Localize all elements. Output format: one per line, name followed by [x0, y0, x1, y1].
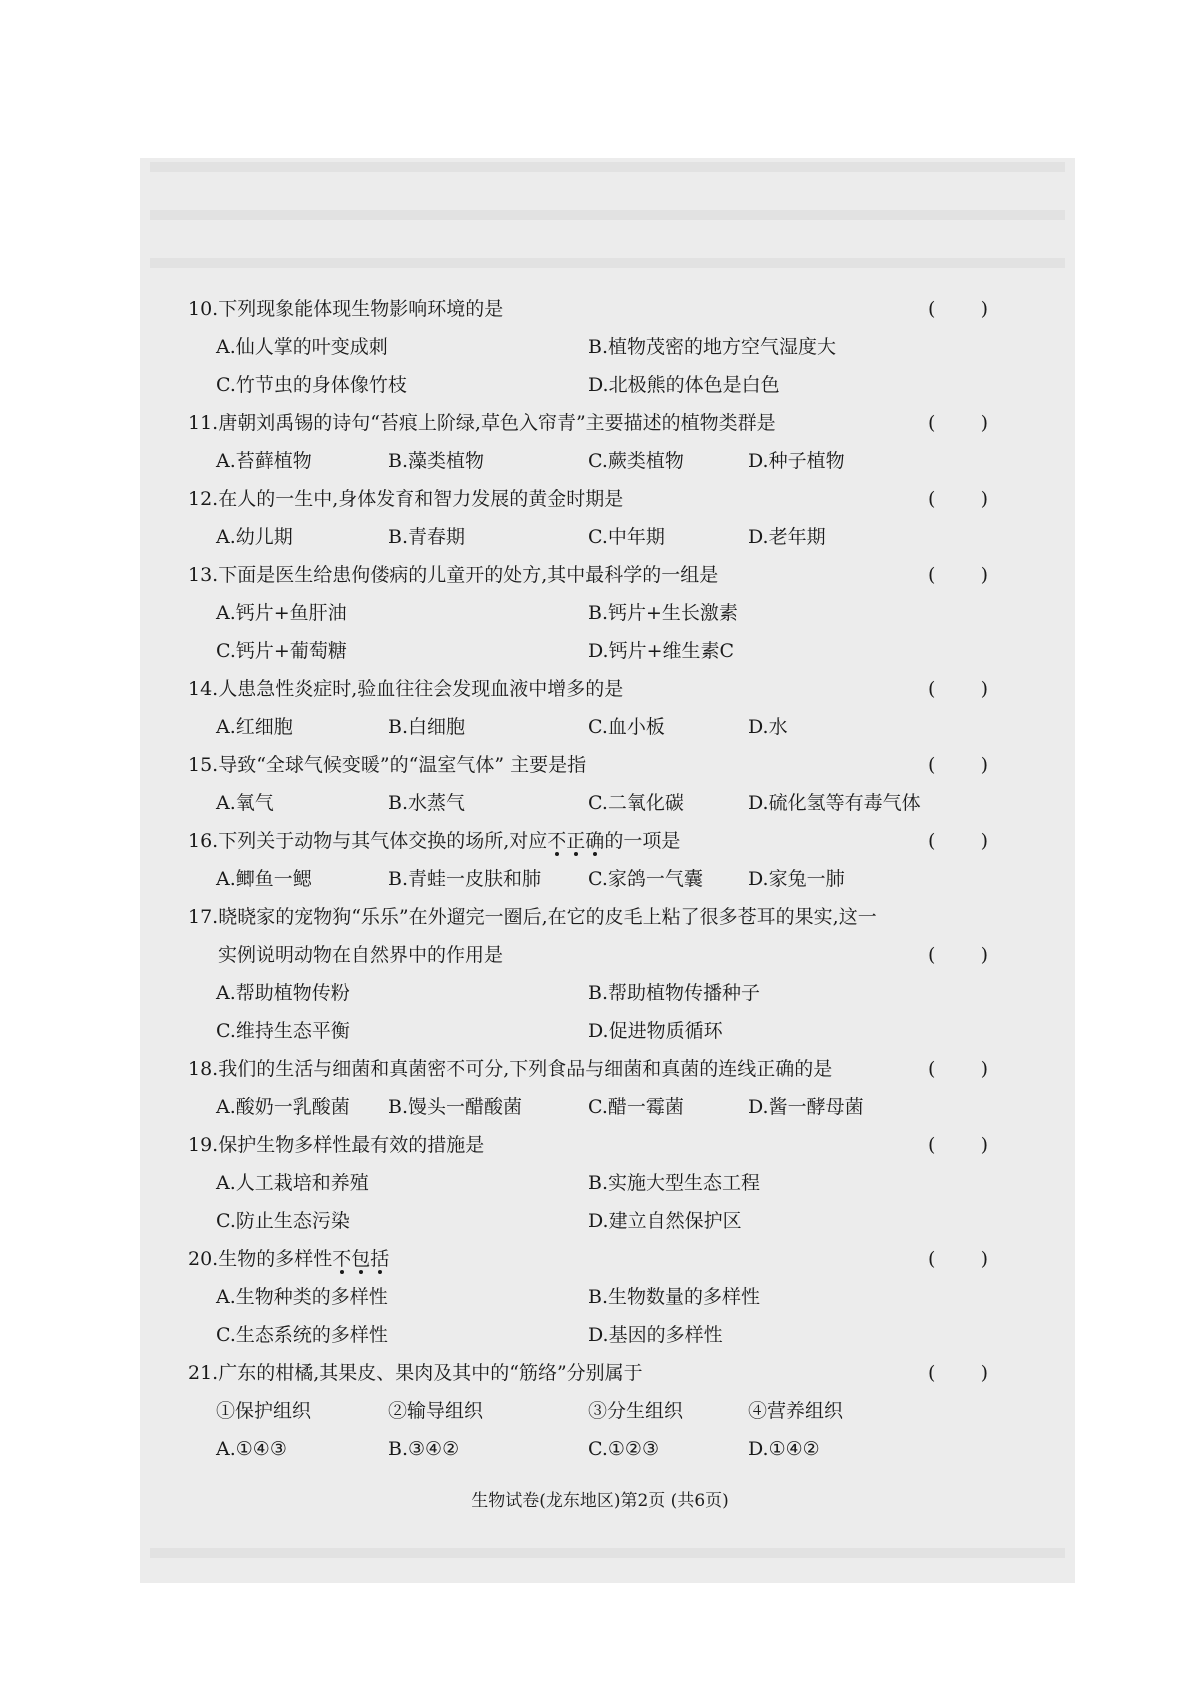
- answer-option: D.①④②: [748, 1438, 820, 1460]
- emphasis-dotted-text: [332, 1248, 389, 1270]
- options-row: [188, 1278, 988, 1316]
- answer-option: B.实施大型生态工程: [588, 1172, 761, 1194]
- answer-option: C.生态系统的多样性: [216, 1324, 388, 1346]
- answer-option: B.青春期: [388, 526, 466, 548]
- question-stem: [188, 556, 988, 594]
- answer-option: C.醋一霉菌: [588, 1096, 684, 1118]
- question-stem-text: 19.保护生物多样性最有效的措施是: [188, 1134, 485, 1156]
- answer-option: D.钙片+维生素C: [588, 640, 735, 662]
- question-item: [188, 1126, 988, 1240]
- answer-bracket: [928, 1126, 988, 1164]
- question-stem: [188, 1354, 988, 1392]
- answer-option: D.水: [748, 716, 788, 738]
- answer-bracket: [928, 1354, 988, 1392]
- answer-bracket-open: (: [928, 298, 936, 320]
- answer-option: A.幼儿期: [216, 526, 293, 548]
- bleed-through-line: [150, 210, 1065, 220]
- question-item: [188, 898, 988, 1050]
- answer-bracket: [928, 746, 988, 784]
- answer-option: A.红细胞: [216, 716, 293, 738]
- options-row: [188, 442, 988, 480]
- question-stem-text: 10.下列现象能体现生物影响环境的是: [188, 298, 504, 320]
- answer-option: A.①④③: [216, 1438, 287, 1460]
- answer-bracket: [928, 556, 988, 594]
- question-stem: [188, 290, 988, 328]
- answer-option: A.生物种类的多样性: [216, 1286, 388, 1308]
- question-item: [188, 670, 988, 746]
- question-stem-continuation: [188, 936, 988, 974]
- question-stem: [188, 898, 988, 936]
- answer-bracket: [928, 936, 988, 974]
- question-stem-text: 18.我们的生活与细菌和真菌密不可分,下列食品与细菌和真菌的连线正确的是: [188, 1058, 833, 1080]
- question-stem-text: 17.晓晓家的宠物狗“乐乐”在外遛完一圈后,在它的皮毛上粘了很多苍耳的果实,这一: [188, 906, 877, 928]
- question-stem-text: 14.人患急性炎症时,验血往往会发现血液中增多的是: [188, 678, 624, 700]
- question-stem-text: 实例说明动物在自然界中的作用是: [218, 944, 504, 966]
- answer-option: D.家兔一肺: [748, 868, 845, 890]
- answer-bracket: [928, 822, 988, 860]
- answer-option: A.苔藓植物: [216, 450, 312, 472]
- question-stem: [188, 822, 988, 860]
- answer-option: C.中年期: [588, 526, 665, 548]
- answer-bracket-open: (: [928, 830, 936, 852]
- options-row: [188, 1202, 988, 1240]
- answer-option: B.青蛙一皮肤和肺: [388, 868, 542, 890]
- answer-bracket-close: ): [980, 1134, 988, 1156]
- tissue-items-row: [188, 1392, 988, 1430]
- answer-option: D.建立自然保护区: [588, 1210, 742, 1232]
- question-stem-text: 13.下面是医生给患佝偻病的儿童开的处方,其中最科学的一组是: [188, 564, 719, 586]
- question-stem: [188, 1126, 988, 1164]
- answer-option: B.生物数量的多样性: [588, 1286, 761, 1308]
- answer-bracket: [928, 1240, 988, 1278]
- answer-option: A.钙片+鱼肝油: [216, 602, 347, 624]
- answer-bracket-close: ): [980, 1362, 988, 1384]
- emphasis-char: 不: [547, 830, 567, 852]
- answer-bracket-close: ): [980, 1248, 988, 1270]
- question-item: [188, 404, 988, 480]
- options-row: [188, 1316, 988, 1354]
- answer-option: B.水蒸气: [388, 792, 466, 814]
- options-row: [188, 328, 988, 366]
- emphasis-char: 不: [332, 1248, 352, 1270]
- answer-option: B.馒头一醋酸菌: [388, 1096, 523, 1118]
- tissue-item: ③分生组织: [588, 1400, 684, 1422]
- answer-option: C.血小板: [588, 716, 665, 738]
- options-row: [188, 860, 988, 898]
- answer-bracket-close: ): [980, 1058, 988, 1080]
- options-row: [188, 366, 988, 404]
- options-row: [188, 594, 988, 632]
- answer-option: C.防止生态污染: [216, 1210, 350, 1232]
- question-stem: [188, 480, 988, 518]
- question-item: [188, 290, 988, 404]
- answer-bracket: [928, 480, 988, 518]
- answer-option: B.③④②: [388, 1438, 460, 1460]
- emphasis-char: 确: [585, 830, 605, 852]
- answer-bracket-open: (: [928, 412, 936, 434]
- question-stem-text: 的一项是: [604, 830, 681, 852]
- answer-bracket-close: ): [980, 678, 988, 700]
- answer-option: C.钙片+葡萄糖: [216, 640, 347, 662]
- answer-bracket-open: (: [928, 1248, 936, 1270]
- question-item: [188, 1240, 988, 1354]
- answer-option: A.仙人掌的叶变成刺: [216, 336, 388, 358]
- question-stem-text: 15.导致“全球气候变暖”的“温室气体” 主要是指: [188, 754, 587, 776]
- options-row: [188, 1012, 988, 1050]
- answer-bracket-open: (: [928, 1362, 936, 1384]
- answer-option: C.蕨类植物: [588, 450, 684, 472]
- answer-option: A.氧气: [216, 792, 274, 814]
- answer-bracket-close: ): [980, 488, 988, 510]
- options-row: [188, 1430, 988, 1468]
- options-row: [188, 708, 988, 746]
- question-stem-text: 12.在人的一生中,身体发育和智力发展的黄金时期是: [188, 488, 624, 510]
- question-stem-text: 16.下列关于动物与其气体交换的场所,对应: [188, 830, 548, 852]
- answer-bracket: [928, 404, 988, 442]
- answer-option: B.藻类植物: [388, 450, 485, 472]
- question-stem: [188, 1050, 988, 1088]
- emphasis-dotted-text: [547, 830, 604, 852]
- answer-bracket-close: ): [980, 564, 988, 586]
- answer-option: D.促进物质循环: [588, 1020, 723, 1042]
- answer-bracket-open: (: [928, 754, 936, 776]
- answer-option: A.鲫鱼一鳃: [216, 868, 312, 890]
- answer-option: C.竹节虫的身体像竹枝: [216, 374, 407, 396]
- answer-bracket-open: (: [928, 678, 936, 700]
- answer-bracket-close: ): [980, 754, 988, 776]
- question-stem-text: 20.生物的多样性: [188, 1248, 333, 1270]
- answer-option: D.基因的多样性: [588, 1324, 723, 1346]
- answer-bracket: [928, 290, 988, 328]
- options-row: [188, 1088, 988, 1126]
- question-item: [188, 1050, 988, 1126]
- options-row: [188, 1164, 988, 1202]
- answer-option: D.硫化氢等有毒气体: [748, 792, 921, 814]
- answer-option: B.帮助植物传播种子: [588, 982, 761, 1004]
- question-item: [188, 822, 988, 898]
- bleed-through-line: [150, 1548, 1065, 1558]
- answer-bracket-open: (: [928, 944, 936, 966]
- options-row: [188, 518, 988, 556]
- answer-bracket-close: ): [980, 412, 988, 434]
- emphasis-char: 包: [351, 1248, 371, 1270]
- answer-bracket-open: (: [928, 488, 936, 510]
- answer-option: D.老年期: [748, 526, 826, 548]
- answer-option: C.维持生态平衡: [216, 1020, 350, 1042]
- question-item: [188, 480, 988, 556]
- emphasis-char: 括: [370, 1248, 390, 1270]
- question-item: [188, 746, 988, 822]
- answer-bracket-open: (: [928, 564, 936, 586]
- tissue-item: ②输导组织: [388, 1400, 484, 1422]
- question-stem: [188, 670, 988, 708]
- answer-option: D.种子植物: [748, 450, 845, 472]
- answer-option: A.人工栽培和养殖: [216, 1172, 369, 1194]
- tissue-item: ①保护组织: [216, 1400, 312, 1422]
- answer-bracket: [928, 1050, 988, 1088]
- answer-option: C.家鸽一气囊: [588, 868, 703, 890]
- answer-bracket-close: ): [980, 830, 988, 852]
- answer-option: B.白细胞: [388, 716, 466, 738]
- emphasis-char: 正: [566, 830, 586, 852]
- answer-option: D.北极熊的体色是白色: [588, 374, 780, 396]
- answer-option: D.酱一酵母菌: [748, 1096, 864, 1118]
- page-footer: 生物试卷(龙东地区)第2页 (共6页): [471, 1491, 729, 1511]
- bleed-through-line: [150, 258, 1065, 268]
- question-stem: [188, 1240, 988, 1278]
- answer-option: B.钙片+生长激素: [588, 602, 738, 624]
- question-stem: [188, 404, 988, 442]
- question-stem-text: 11.唐朝刘禹锡的诗句“苔痕上阶绿,草色入帘青”主要描述的植物类群是: [188, 412, 776, 434]
- tissue-item: ④营养组织: [748, 1400, 844, 1422]
- options-row: [188, 974, 988, 1012]
- options-row: [188, 784, 988, 822]
- question-item: [188, 556, 988, 670]
- question-list: [188, 290, 988, 1468]
- answer-option: C.①②③: [588, 1438, 659, 1460]
- answer-option: A.酸奶一乳酸菌: [216, 1096, 350, 1118]
- answer-option: C.二氧化碳: [588, 792, 684, 814]
- answer-bracket-open: (: [928, 1134, 936, 1156]
- answer-bracket: [928, 670, 988, 708]
- answer-bracket-close: ): [980, 944, 988, 966]
- question-stem-text: 21.广东的柑橘,其果皮、果肉及其中的“筋络”分别属于: [188, 1362, 643, 1384]
- answer-bracket-open: (: [928, 1058, 936, 1080]
- question-stem: [188, 746, 988, 784]
- answer-option: B.植物茂密的地方空气湿度大: [588, 336, 837, 358]
- bleed-through-line: [150, 162, 1065, 172]
- answer-option: A.帮助植物传粉: [216, 982, 350, 1004]
- options-row: [188, 632, 988, 670]
- question-item: [188, 1354, 988, 1468]
- answer-bracket-close: ): [980, 298, 988, 320]
